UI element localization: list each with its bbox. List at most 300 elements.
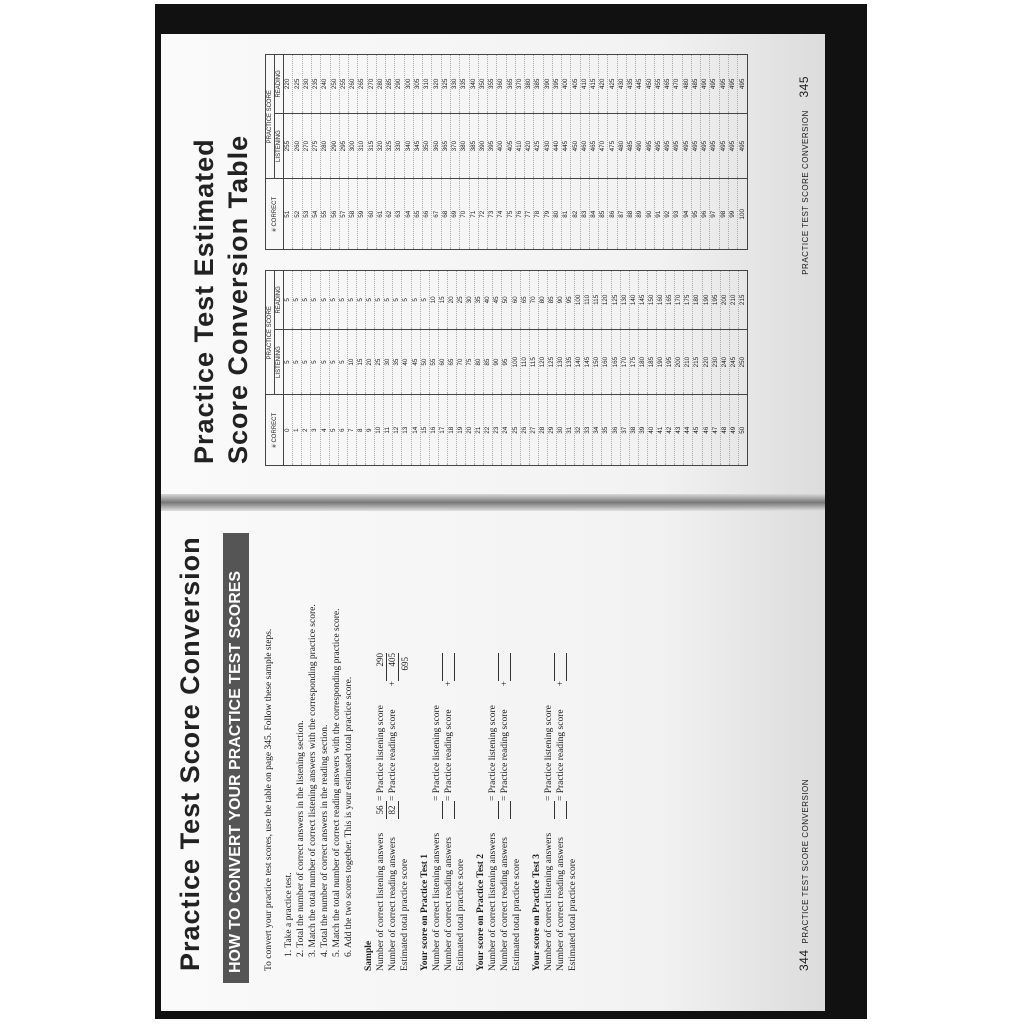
cell-reading: 15 (438, 271, 447, 330)
cell-correct: 45 (693, 395, 702, 466)
cell-correct: 61 (376, 179, 385, 250)
cell-listening: 60 (438, 329, 447, 395)
cell-correct: 51 (284, 179, 293, 250)
table-row (447, 271, 456, 466)
table-row (475, 271, 484, 466)
test2-listening-score-field[interactable] (498, 653, 499, 681)
table-row (525, 55, 534, 250)
cell-correct: 1 (293, 395, 302, 466)
cell-correct: 33 (584, 395, 593, 466)
sample-listening-score: 290 (374, 653, 387, 681)
cell-listening: 315 (367, 113, 376, 179)
cell-listening: 5 (284, 329, 293, 395)
table-row (413, 55, 422, 250)
cell-listening: 465 (589, 113, 598, 179)
cell-listening: 250 (738, 329, 747, 395)
test3-listening-answers-field[interactable] (554, 801, 555, 819)
table-row (575, 271, 584, 466)
cell-listening: 5 (320, 329, 329, 395)
row-result-label: = Practice listening score (376, 705, 386, 801)
table-row (552, 55, 561, 250)
cell-listening: 240 (720, 329, 729, 395)
page-number: 344 (797, 949, 811, 971)
table-row (684, 271, 693, 466)
table-row (620, 271, 629, 466)
running-footer: PRACTICE TEST SCORE CONVERSION (801, 110, 810, 275)
row-label: Number of correct reading answers (556, 837, 566, 971)
cell-correct: 94 (682, 179, 691, 250)
cell-correct: 82 (571, 179, 580, 250)
cell-listening: 125 (547, 329, 556, 395)
table-row (375, 271, 384, 466)
cell-listening: 295 (339, 113, 348, 179)
table-row (402, 271, 411, 466)
cell-correct: 57 (339, 179, 348, 250)
cell-listening: 145 (584, 329, 593, 395)
practice-score-header: PRACTICE SCORE (266, 271, 275, 395)
cell-listening: 405 (506, 113, 515, 179)
cell-correct: 77 (525, 179, 534, 250)
plus-sign: + (444, 681, 454, 687)
cell-reading: 340 (469, 55, 478, 114)
cell-listening: 5 (329, 329, 338, 395)
cell-listening: 260 (293, 113, 302, 179)
table-row (338, 271, 347, 466)
cell-reading: 470 (673, 55, 682, 114)
cell-listening: 495 (664, 113, 673, 179)
cell-listening: 300 (349, 113, 358, 179)
table-row (636, 55, 645, 250)
table-row (515, 55, 524, 250)
cell-listening: 40 (402, 329, 411, 395)
cell-reading: 235 (311, 55, 320, 114)
table-row (657, 271, 666, 466)
test2-block (475, 541, 523, 971)
cell-correct: 16 (429, 395, 438, 466)
cell-reading: 190 (702, 271, 711, 330)
cell-reading: 280 (376, 55, 385, 114)
cell-reading: 210 (729, 271, 738, 330)
table-row (497, 55, 506, 250)
cell-correct: 50 (738, 395, 747, 466)
cell-listening: 495 (645, 113, 654, 179)
table-row (538, 271, 547, 466)
table-row (534, 55, 543, 250)
table-row (566, 271, 575, 466)
cell-correct: 98 (719, 179, 728, 250)
cell-listening: 170 (620, 329, 629, 395)
table-row (728, 55, 737, 250)
row-label: Estimated total practice score (400, 858, 410, 971)
cell-reading: 5 (375, 271, 384, 330)
table-row (720, 271, 729, 466)
cell-correct: 17 (438, 395, 447, 466)
cell-listening: 495 (701, 113, 710, 179)
table-row (466, 271, 475, 466)
cell-correct: 67 (432, 179, 441, 250)
cell-correct: 53 (302, 179, 311, 250)
test3-listening-score-field[interactable] (554, 653, 555, 681)
cell-reading: 350 (478, 55, 487, 114)
cell-reading: 435 (627, 55, 636, 114)
table-row (311, 271, 320, 466)
cell-listening: 320 (376, 113, 385, 179)
cell-reading: 255 (339, 55, 348, 114)
row-label: Number of correct reading answers (444, 837, 454, 971)
table-row (358, 55, 367, 250)
cell-listening: 35 (393, 329, 402, 395)
cell-reading: 335 (460, 55, 469, 114)
cell-correct: 21 (475, 395, 484, 466)
cell-correct: 43 (675, 395, 684, 466)
table-row (547, 271, 556, 466)
cell-correct: 66 (423, 179, 432, 250)
table-row (719, 55, 728, 250)
cell-correct: 11 (384, 395, 393, 466)
cell-correct: 22 (484, 395, 493, 466)
cell-reading: 5 (347, 271, 356, 330)
cell-correct: 58 (349, 179, 358, 250)
table-row (673, 55, 682, 250)
cell-correct: 56 (330, 179, 339, 250)
table-row (367, 55, 376, 250)
section-banner: HOW TO CONVERT YOUR PRACTICE TEST SCORES (223, 533, 249, 983)
cell-reading: 5 (293, 271, 302, 330)
cell-listening: 325 (386, 113, 395, 179)
cell-reading: 220 (284, 55, 293, 114)
table-row (411, 271, 420, 466)
col-reading-header: READING (275, 55, 284, 114)
cell-listening: 440 (552, 113, 561, 179)
cell-reading: 450 (645, 55, 654, 114)
cell-reading: 370 (515, 55, 524, 114)
cell-correct: 20 (466, 395, 475, 466)
table-row (629, 271, 638, 466)
cell-correct: 81 (562, 179, 571, 250)
cell-correct: 30 (557, 395, 566, 466)
table-row (611, 271, 620, 466)
table-row (293, 271, 302, 466)
table-row (593, 271, 602, 466)
table-row (347, 271, 356, 466)
cell-listening: 400 (497, 113, 506, 179)
cell-correct: 42 (666, 395, 675, 466)
cell-reading: 160 (657, 271, 666, 330)
step-item: 5. Match the total number of correct reading answers with the corresponding practice score. (332, 608, 342, 957)
cell-listening: 185 (647, 329, 656, 395)
cell-correct: 85 (599, 179, 608, 250)
table-row (691, 55, 700, 250)
cell-listening: 290 (330, 113, 339, 179)
cell-correct: 76 (515, 179, 524, 250)
cell-correct: 59 (358, 179, 367, 250)
table-row (484, 271, 493, 466)
cell-listening: 495 (691, 113, 700, 179)
cell-correct: 72 (478, 179, 487, 250)
cell-correct: 2 (302, 395, 311, 466)
table-row (580, 55, 589, 250)
table-row (602, 271, 611, 466)
row-result-label: = Practice reading score (444, 709, 454, 801)
cell-correct: 54 (311, 179, 320, 250)
row-label: Estimated total practice score (568, 858, 578, 971)
table-row (469, 55, 478, 250)
cell-reading: 455 (654, 55, 663, 114)
table-row (456, 271, 465, 466)
table-row (386, 55, 395, 250)
table-row (666, 271, 675, 466)
table-row (284, 271, 293, 466)
cell-reading: 200 (720, 271, 729, 330)
instructions-body (263, 541, 579, 971)
cell-reading: 405 (571, 55, 580, 114)
table-row (320, 271, 329, 466)
cell-listening: 385 (469, 113, 478, 179)
table-row (562, 55, 571, 250)
test1-listening-answers-field[interactable] (442, 801, 443, 819)
table-row (330, 55, 339, 250)
steps-list (283, 541, 355, 957)
row-label: Estimated total practice score (456, 858, 466, 971)
cell-listening: 10 (347, 329, 356, 395)
cell-listening: 135 (566, 329, 575, 395)
cell-listening: 490 (636, 113, 645, 179)
cell-reading: 380 (525, 55, 534, 114)
cell-reading: 5 (393, 271, 402, 330)
cell-correct: 84 (589, 179, 598, 250)
cell-correct: 92 (664, 179, 673, 250)
table-row (608, 55, 617, 250)
cell-reading: 70 (529, 271, 538, 330)
cell-reading: 5 (329, 271, 338, 330)
table-row (654, 55, 663, 250)
row-label: Number of correct listening answers (488, 832, 498, 971)
table-row (502, 271, 511, 466)
test2-reading-answers-field[interactable] (510, 801, 511, 819)
col-correct-header: # CORRECT (266, 395, 284, 466)
test2-heading: Your score on Practice Test 2 (476, 853, 486, 971)
practice-score-header: PRACTICE SCORE (266, 55, 275, 179)
sample-listening-answers: 56 (374, 801, 387, 819)
col-listening-header: LISTENING (275, 113, 284, 179)
cell-correct: 86 (608, 179, 617, 250)
test1-reading-answers-field[interactable] (454, 801, 455, 819)
table-row (366, 271, 375, 466)
cell-reading: 5 (302, 271, 311, 330)
cell-reading: 5 (356, 271, 365, 330)
cell-listening: 30 (384, 329, 393, 395)
cell-listening: 280 (321, 113, 330, 179)
test3-block (531, 541, 579, 971)
cell-correct: 15 (420, 395, 429, 466)
cell-listening: 5 (311, 329, 320, 395)
cell-listening: 360 (432, 113, 441, 179)
cell-correct: 73 (488, 179, 497, 250)
row-label: Estimated total practice score (512, 858, 522, 971)
cell-correct: 14 (411, 395, 420, 466)
cell-reading: 490 (701, 55, 710, 114)
page-number: 345 (797, 76, 811, 98)
cell-reading: 495 (710, 55, 719, 114)
cell-reading: 95 (566, 271, 575, 330)
table-row (702, 271, 711, 466)
cell-listening: 220 (702, 329, 711, 395)
plus-sign: + (500, 681, 510, 687)
cell-reading: 60 (511, 271, 520, 330)
cell-correct: 97 (710, 179, 719, 250)
cell-reading: 395 (552, 55, 561, 114)
cell-listening: 95 (502, 329, 511, 395)
cell-listening: 380 (460, 113, 469, 179)
cell-reading: 250 (330, 55, 339, 114)
cell-reading: 365 (506, 55, 515, 114)
cell-listening: 255 (284, 113, 293, 179)
cell-reading: 495 (738, 55, 748, 114)
cell-reading: 495 (728, 55, 737, 114)
cell-listening: 5 (293, 329, 302, 395)
table-row (329, 271, 338, 466)
cell-correct: 39 (638, 395, 647, 466)
conversion-tables (265, 54, 748, 466)
test2-listening-answers-field[interactable] (498, 801, 499, 819)
cell-reading: 50 (502, 271, 511, 330)
test3-reading-score-field[interactable] (566, 653, 567, 681)
step-item: 2. Total the number of correct answers in the listening section. (296, 720, 306, 957)
cell-correct: 60 (367, 179, 376, 250)
table-row (302, 271, 311, 466)
cell-correct: 96 (701, 179, 710, 250)
cell-reading: 180 (693, 271, 702, 330)
cell-correct: 4 (320, 395, 329, 466)
cell-reading: 310 (423, 55, 432, 114)
table-row (557, 271, 566, 466)
cell-correct: 68 (441, 179, 450, 250)
cell-reading: 5 (384, 271, 393, 330)
cell-reading: 445 (636, 55, 645, 114)
cell-correct: 19 (456, 395, 465, 466)
test1-reading-score-field[interactable] (454, 653, 455, 681)
cell-listening: 445 (562, 113, 571, 179)
cell-reading: 260 (349, 55, 358, 114)
table-row (589, 55, 598, 250)
table-row (599, 55, 608, 250)
cell-listening: 345 (413, 113, 422, 179)
cell-listening: 65 (447, 329, 456, 395)
table-row (450, 55, 459, 250)
cell-reading: 410 (580, 55, 589, 114)
cell-correct: 78 (534, 179, 543, 250)
cell-reading: 80 (538, 271, 547, 330)
page-title: Practice Test Score Conversion (175, 536, 205, 971)
cell-listening: 85 (484, 329, 493, 395)
cell-reading: 415 (589, 55, 598, 114)
table-row (738, 55, 748, 250)
cell-listening: 100 (511, 329, 520, 395)
cell-listening: 110 (520, 329, 529, 395)
table-row (571, 55, 580, 250)
cell-listening: 210 (684, 329, 693, 395)
cell-reading: 5 (320, 271, 329, 330)
cell-correct: 89 (636, 179, 645, 250)
cell-listening: 480 (617, 113, 626, 179)
row-label: Number of correct listening answers (544, 832, 554, 971)
cell-listening: 5 (338, 329, 347, 395)
cell-listening: 200 (675, 329, 684, 395)
row-label: Number of correct listening answers (376, 832, 386, 971)
cell-reading: 225 (293, 55, 302, 114)
row-result-label: = Practice listening score (432, 705, 442, 801)
cell-reading: 5 (402, 271, 411, 330)
conversion-table-51-100 (265, 54, 748, 250)
cell-listening: 485 (627, 113, 636, 179)
cell-correct: 25 (511, 395, 520, 466)
cell-listening: 495 (710, 113, 719, 179)
table-row (506, 55, 515, 250)
cell-correct: 13 (402, 395, 411, 466)
cell-correct: 88 (627, 179, 636, 250)
cell-reading: 485 (691, 55, 700, 114)
table-row (627, 55, 636, 250)
cell-listening: 350 (423, 113, 432, 179)
test3-reading-answers-field[interactable] (566, 801, 567, 819)
table-row (617, 55, 626, 250)
cell-listening: 475 (608, 113, 617, 179)
cell-reading: 165 (666, 271, 675, 330)
cell-listening: 130 (557, 329, 566, 395)
cell-reading: 300 (404, 55, 413, 114)
table-row (376, 55, 385, 250)
cell-correct: 8 (356, 395, 365, 466)
cell-correct: 7 (347, 395, 356, 466)
cell-listening: 15 (356, 329, 365, 395)
cell-correct: 49 (729, 395, 738, 466)
cell-reading: 25 (456, 271, 465, 330)
cell-listening: 45 (411, 329, 420, 395)
cell-reading: 385 (534, 55, 543, 114)
cell-reading: 170 (675, 271, 684, 330)
cell-correct: 63 (395, 179, 404, 250)
table-row (511, 271, 520, 466)
col-listening-header: LISTENING (275, 329, 284, 395)
cell-reading: 35 (475, 271, 484, 330)
table-row (349, 55, 358, 250)
cell-listening: 120 (538, 329, 547, 395)
table-row (645, 55, 654, 250)
cell-correct: 24 (502, 395, 511, 466)
cell-correct: 41 (657, 395, 666, 466)
cell-reading: 65 (520, 271, 529, 330)
cell-correct: 12 (393, 395, 402, 466)
test2-reading-score-field[interactable] (510, 653, 511, 681)
table-row (356, 271, 365, 466)
plus-sign: + (388, 681, 398, 687)
table-row (339, 55, 348, 250)
cell-correct: 65 (413, 179, 422, 250)
cell-reading: 270 (367, 55, 376, 114)
cell-reading: 390 (543, 55, 552, 114)
cell-correct: 83 (580, 179, 589, 250)
cell-correct: 6 (338, 395, 347, 466)
cell-listening: 430 (543, 113, 552, 179)
table-row (488, 55, 497, 250)
cell-listening: 90 (493, 329, 502, 395)
cell-correct: 26 (520, 395, 529, 466)
table-row (384, 271, 393, 466)
cell-listening: 495 (728, 113, 737, 179)
cell-correct: 31 (566, 395, 575, 466)
test1-listening-score-field[interactable] (442, 653, 443, 681)
cell-reading: 45 (493, 271, 502, 330)
